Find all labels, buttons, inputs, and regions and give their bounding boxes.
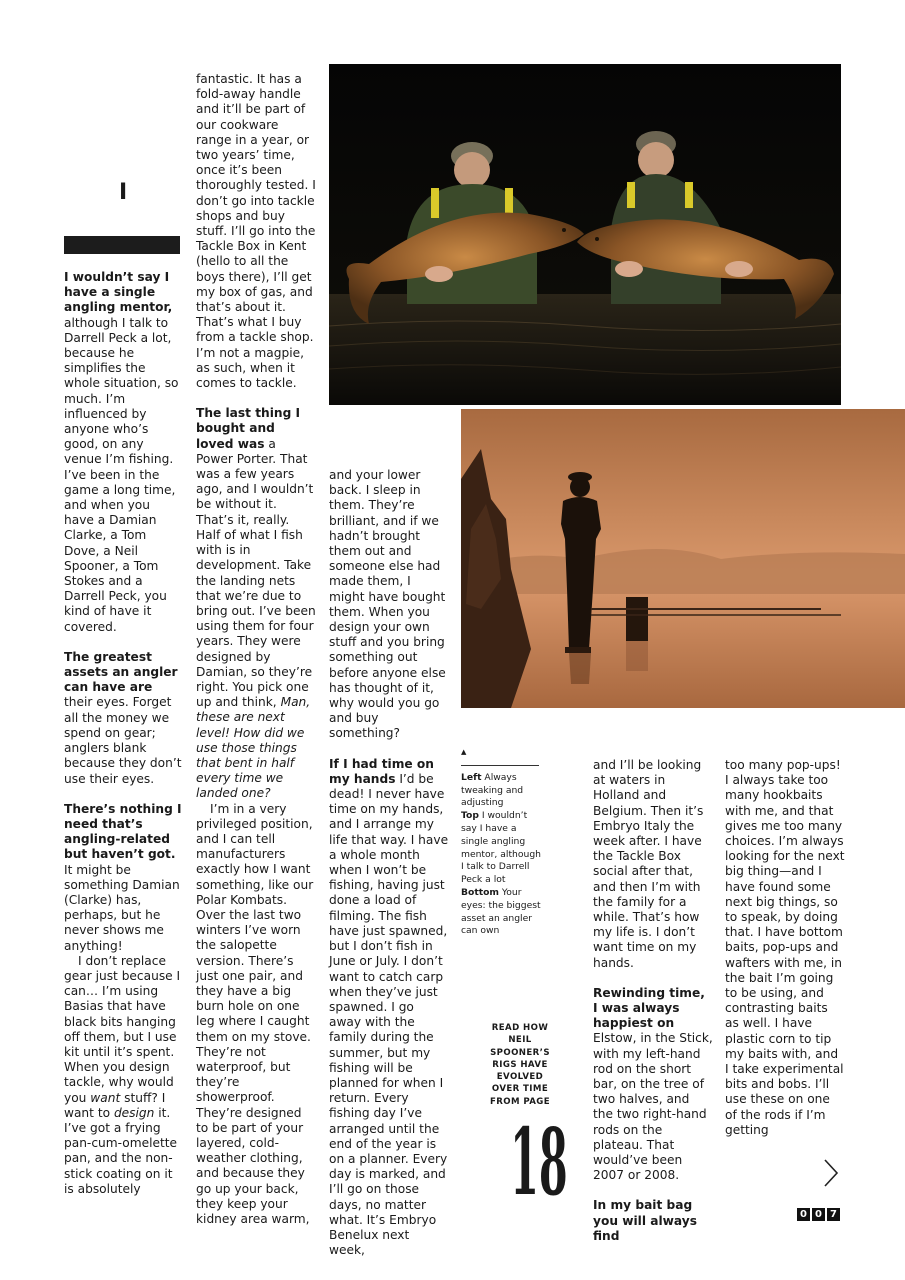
paragraph: The last thing I bought and loved was a Power Porter. That was a few years ago, and I wouldn’t be without it. That’s it, really. Half of what I fish with is in development. Take the landing nets that we’re due to bring out. I’ve been using them for four years. They were designed by Damian, so they’re right. You pick one up and think, Man, these are next level! How did we use those things that bent in half every time we landed one? (196, 406, 316, 801)
lead-in: There’s nothing I need that’s angling-related but haven’t got. (64, 801, 182, 862)
paragraph: If I had time on my hands I’d be dead! I never have time on my hands, and I arrange my life that way. I have a whole month when I won’t be fishing, having just done a load of filming. The fish have just spawned, but I don’t fish in June or July. I don’t want to catch carp when they’ve just spawned. I go away with the family during the summer, but my fishing will be planned for when I return. Every fishing day I’ve arranged until the end of the year is on a planner. Every day is marked, and I’ll go on those days, no matter what. It’s Embryo Benelux next week, (329, 756, 449, 1258)
photo-angler-silhouette-dawn (461, 409, 905, 708)
paragraph: and your lower back. I sleep in them. They’re brilliant, and if we hadn’t brought them out and someone else had made them, I might have bought them. When you design your own stuff and you bring something out before anyone else has thought of it, why would you go and buy something? (329, 468, 446, 741)
paragraph: fantastic. It has a fold-away handle and it’ll be part of our cookware range in a year, or two years’ time, once it’s been thoroughly tested. I don’t go into tackle shops and buy stuff. I’ll go into the Tackle Box in Kent (hello to all the boys there), I’ll get my box of gas, and that’s about it. That’s what I buy from a tackle shop. I’m not a magpie, as such, when it comes to tackle. (196, 72, 316, 391)
drop-cap-letter: I (119, 180, 128, 205)
page-digit: 0 (797, 1208, 810, 1221)
cross-reference-text[interactable]: READ HOW NEIL SPOONER’S RIGS HAVE EVOLVED OVER TIME FROM PAGE (489, 1023, 551, 1107)
lead-in: In my bait bag you will always find (593, 1198, 697, 1243)
paragraph (593, 1198, 713, 1244)
lead-in: I wouldn’t say I have a single angling mentor, (64, 270, 173, 315)
photo-anglers-with-carp (329, 64, 841, 405)
caption-rule (461, 765, 539, 766)
caption-label-top: Top (461, 810, 479, 822)
photo-caption: ▲ Left Always tweaking and adjusting Top I wouldn’t say I have a single angling mentor, although I talk to Darrell Peck a lot Bottom Your eyes: the biggest asset an angler can own (461, 746, 545, 938)
page-number (797, 1208, 840, 1221)
column-1 (64, 270, 182, 1212)
lead-in: Rewinding time, I was always happiest on (593, 985, 705, 1031)
caption-arrow-icon: ▲ (461, 748, 467, 756)
paragraph: and I’ll be looking at waters in Holland and Belgium. Then it’s Embryo Italy the week after. I have the Tackle Box social after that, and then I’m with the family for a while. That’s how my life is. I don’t want time on my hands. (593, 758, 704, 970)
photo-dawn-illustration (461, 409, 905, 708)
cross-reference-page-number[interactable]: 18 (510, 1108, 568, 1216)
paragraph: There’s nothing I need that’s angling-related but haven’t got. It might be something Damian (Clarke) has, perhaps, but he never shows me anything! (64, 801, 182, 953)
paragraph: I wouldn’t say I have a single angling mentor, although I talk to Darrell Peck a lot, because he simplifies the whole situation, so much. I’m influenced by anyone who’s good, on any venue I’m fishing. I’ve been in the game a long time, and when you have a Damian Clarke, a Tom Dove, a Neil Spooner, a Tom Stokes and a Darrell Peck, you kind of have it covered. (64, 270, 179, 634)
paragraph: too many pop-ups! I always take too many hookbaits with me, and that gives me too many choices. I’m always looking for the next big thing—and I have found some next big things, so to speak, by doing that. I have bottom baits, pop-ups and wafters with me, in the bait I’m going to be using, and contrasting baits as well. I have plastic corn to tip my baits with, and I take experimental bits and bobs. I’ll use these on one of the rods if I’m getting (725, 758, 845, 1137)
lead-in: The greatest assets an angler can have are (64, 649, 178, 695)
column-5 (725, 758, 845, 1153)
paragraph: I don’t replace gear just because I can… I’m using Basias that have black bits hanging off them, but I use kit until it’s spent. When you design tackle, why would you want stuff? I want to design it. I’ve got a frying pan-cum-omelette pan, and the non-stick coating on it is absolutely (64, 953, 181, 1196)
column-3 (329, 468, 449, 1273)
paragraph: The greatest assets an angler can have are their eyes. Forget all the money we spend on gear; anglers blank because they don’t use their eyes. (64, 649, 182, 786)
intro-bar (64, 236, 180, 254)
column-4 (593, 758, 713, 1259)
page-digit: 0 (812, 1208, 825, 1221)
column-2 (196, 72, 316, 1242)
paragraph: Rewinding time, I was always happiest on Elstow, in the Stick, with my left-hand rod on the short bar, on the tree of two halves, and the two right-hand rods on the plateau. That would’ve been 2007 or 2008. (593, 985, 713, 1183)
photo-anglers-illustration (329, 64, 841, 405)
paragraph: I’m in a very privileged position, and I can tell manufacturers exactly how I want something, like our Polar Kombats. Over the last two winters I’ve worn the salopette version. There’s just one pair, and they have a big burn hole on one leg where I caught them on my stove. They’re not waterproof, but they’re showerproof. They’re designed to be part of your layered, cold-weather clothing, and because they go up your back, they keep your kidney area warm, (196, 801, 314, 1227)
page-digit: 7 (827, 1208, 840, 1221)
caption-label-left: Left (461, 771, 482, 783)
chevron-right-icon[interactable] (822, 1158, 840, 1192)
lead-in: If I had time on my hands (329, 756, 434, 786)
caption-label-bottom: Bottom (461, 886, 499, 898)
lead-in: The last thing I bought and loved was (196, 406, 301, 451)
